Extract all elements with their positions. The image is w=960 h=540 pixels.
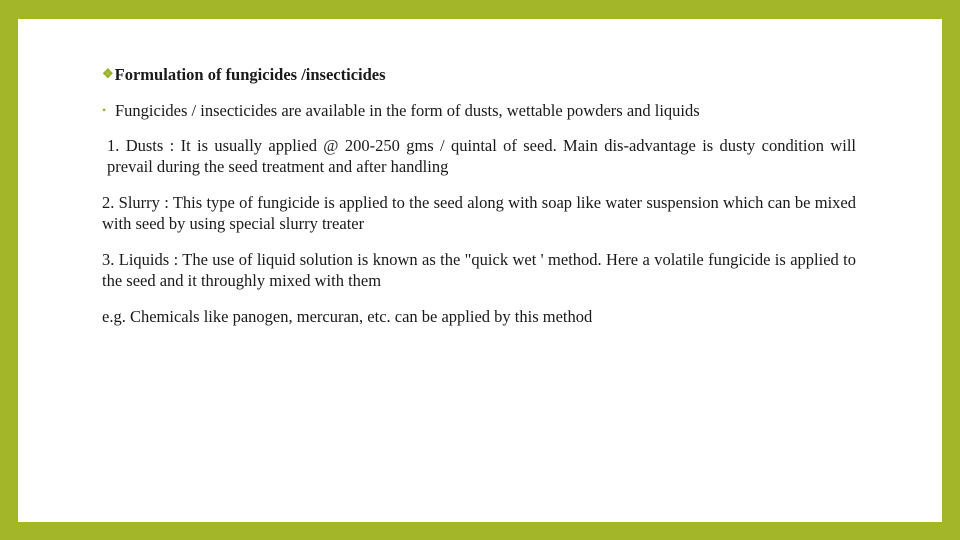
paragraph-slurry: 2. Slurry : This type of fungicide is applied to the seed along with soap like water suspension which can be mixed with seed by using special slurry treater (102, 193, 856, 233)
slide-heading (102, 64, 856, 85)
bullet-item (102, 100, 856, 121)
paragraph-liquids: 3. Liquids : The use of liquid solution is known as the "quick wet ' method. Here a volatile fungicide is applied to the seed and it throughly mixed with them (102, 250, 856, 290)
paragraph-dusts: 1. Dusts : It is usually applied @ 200-250 gms / quintal of seed. Main dis-advantage is dusty condition will prevail during the seed treatment and after handling (107, 136, 856, 176)
paragraph-example: e.g. Chemicals like panogen, mercuran, etc. can be applied by this method (102, 307, 593, 326)
diamond-bullet-icon: ❖ (102, 66, 114, 81)
slide-content (102, 64, 856, 327)
slide-canvas (18, 19, 942, 522)
heading-text: Formulation of fungicides /insecticides (114, 65, 386, 84)
bullet-text: Fungicides / insecticides are available in the form of dusts, wettable powders and liquids (115, 101, 700, 120)
dot-bullet-icon: • (102, 103, 107, 117)
